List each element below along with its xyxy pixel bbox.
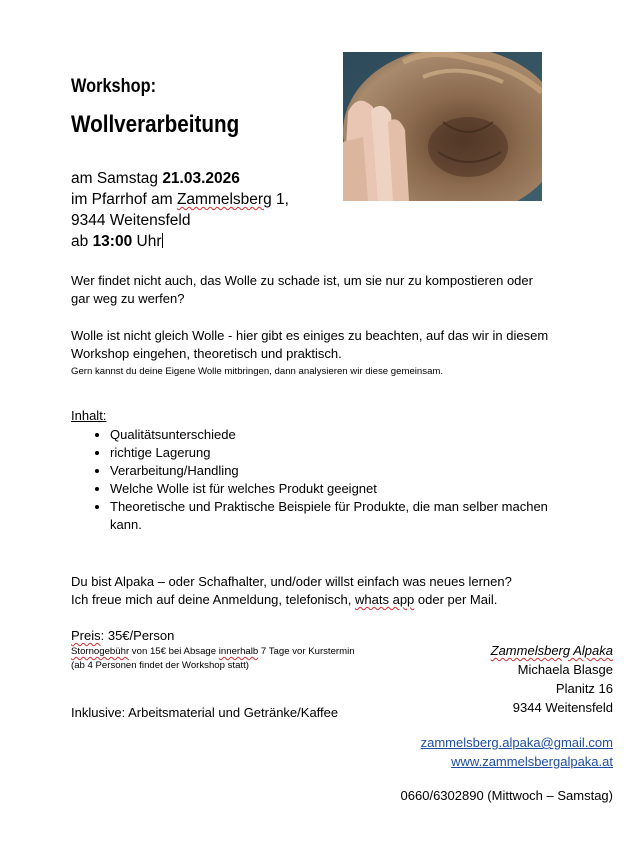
list-item: • Welche Wolle ist für welches Produkt geeignet — [110, 480, 550, 498]
wool-photo — [343, 52, 542, 201]
contact-links — [421, 733, 613, 771]
workshop-title: Wollverarbeitung — [71, 111, 240, 138]
event-time: 13:00 — [92, 233, 133, 250]
event-place: Zammelsberg — [176, 191, 272, 208]
email-link[interactable]: zammelsberg.alpaka@gmail.com — [420, 735, 613, 750]
list-item: • Qualitätsunterschiede — [110, 426, 550, 444]
description-text: Wolle ist nicht gleich Wolle - hier gibt es einiges zu beachten, auf das wir in diesem Workshop eingehen, theoretisch und praktisch. — [71, 328, 549, 361]
price: Preis: 35€/Person — [71, 628, 175, 643]
text-cursor — [162, 233, 163, 248]
contact-address: Zammelsberg Alpaka Michaela Blasge Planitz 16 9344 Weitensfeld — [490, 643, 613, 715]
list-item: • richtige Lagerung — [110, 444, 550, 462]
list-item: • Theoretische und Praktische Beispiele für Produkte, die man selber machen kann. — [110, 498, 550, 534]
phone-number: 0660/6302890 (Mittwoch – Samstag) — [400, 788, 613, 803]
event-city: 9344 Weitensfeld — [71, 212, 191, 229]
alpaca-wool-image-icon — [343, 52, 542, 201]
workshop-label: Workshop: — [71, 76, 157, 97]
intro-text: Wer findet nicht auch, das Wolle zu schade ist, um sie nur zu kompostieren oder gar weg zu werfen? — [71, 273, 533, 306]
event-date: 21.03.2026 — [162, 170, 240, 187]
event-details: am Samstag 21.03.2026 im Pfarrhof am Zammelsberg 1, 9344 Weitensfeld ab 13:00 Uhr — [71, 170, 289, 250]
contents-list — [71, 426, 550, 534]
contents-heading: Inhalt: — [71, 408, 107, 423]
note-text: Gern kannst du deine Eigene Wolle mitbringen, dann analysieren wir diese gemeinsam. — [71, 366, 444, 377]
invite-text: Du bist Alpaka – oder Schafhalter, und/oder willst einfach was neues lernen? Ich freue mich auf deine Anmeldung, telefonisch, whats app oder per Mail. — [71, 574, 512, 607]
website-link[interactable]: www.zammelsbergalpaka.at — [451, 754, 613, 769]
cancellation-terms: Stornogebühr von 15€ bei Absage innerhalb 7 Tage vor Kurstermin (ab 4 Personen findet der Workshop statt) — [71, 646, 355, 671]
included-text: Inklusive: Arbeitsmaterial und Getränke/Kaffee — [71, 705, 339, 720]
list-item: • Verarbeitung/Handling — [110, 462, 550, 480]
